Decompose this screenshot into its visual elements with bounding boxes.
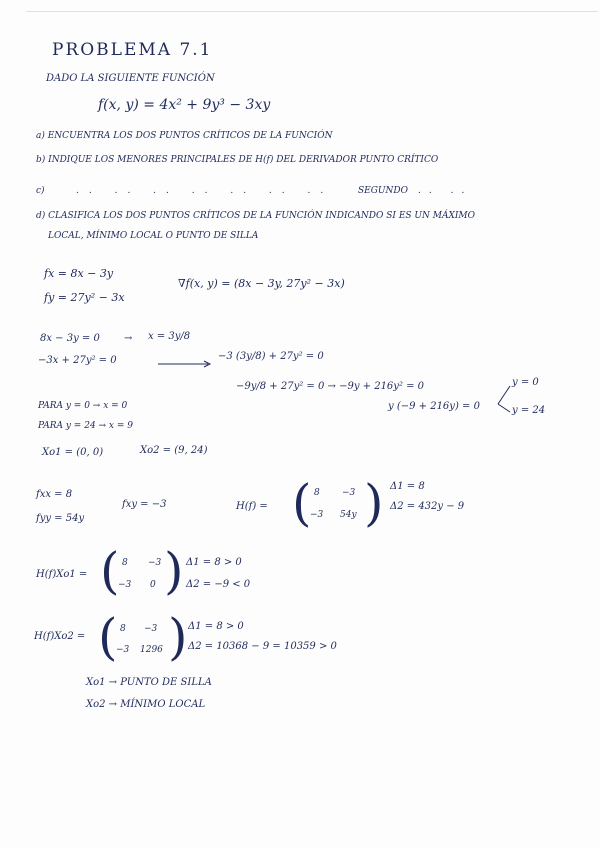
case-y0: PARA y = 0 → x = 0 (38, 401, 128, 411)
task-b: b) INDIQUE LOS MENORES PRINCIPALES DE H(f) DEL DERIVADOR PUNTO CRÍTICO (36, 155, 439, 165)
matrix-left-paren: ( (292, 474, 312, 532)
task-c-dots: .. .. .. .. .. .. .. (76, 186, 334, 196)
solve-line1-left: 8x − 3y = 0 (40, 333, 100, 344)
second-deriv-fxx: fxx = 8 (36, 489, 73, 500)
case-y24: PARA y = 24 → x = 9 (38, 421, 133, 431)
matrix-right-paren: ) (364, 474, 384, 532)
matrix-cell: −3 (144, 624, 158, 634)
eval2-delta1: Δ1 = 8 > 0 (188, 621, 244, 632)
gradient: ∇f(x, y) = (8x − 3y, 27y² − 3x) (178, 277, 345, 290)
matrix-cell: −3 (342, 488, 356, 498)
root-y0: y = 0 (512, 377, 539, 388)
task-a: a) ENCUENTRA LOS DOS PUNTOS CRÍTICOS DE LA FUNCIÓN (36, 131, 333, 141)
matrix-cell: −3 (310, 510, 324, 520)
second-deriv-fxy: fxy = −3 (122, 499, 167, 510)
solve-line3: −9y/8 + 27y² = 0 → −9y + 216y² = 0 (236, 381, 425, 392)
matrix-left-paren: ( (100, 542, 120, 600)
hessian-delta1: Δ1 = 8 (390, 481, 425, 492)
task-c-word: SEGUNDO (358, 186, 408, 196)
conclusion-saddle-point: Xo1 → PUNTO DE SILLA (86, 677, 212, 688)
solve-line4: y (−9 + 216y) = 0 (388, 401, 480, 412)
matrix-cell: −3 (118, 580, 132, 590)
matrix-right-paren: ) (164, 542, 184, 600)
solve-line1-right: x = 3y/8 (148, 331, 191, 342)
matrix-cell: −3 (148, 558, 162, 568)
matrix-cell: 0 (150, 580, 156, 590)
hessian-eval1-label: H(f)Xo1 = (36, 569, 88, 580)
second-deriv-fyy: fyy = 54y (36, 513, 85, 524)
task-c-label: c) (36, 186, 45, 196)
matrix-cell: 1296 (140, 645, 163, 655)
hessian-delta2: Δ2 = 432y − 9 (390, 501, 465, 512)
eval1-delta2: Δ2 = −9 < 0 (186, 579, 251, 590)
matrix-right-paren: ) (168, 608, 188, 666)
hessian-label: H(f) = (236, 501, 268, 512)
conclusion-local-minimum: Xo2 → MÍNIMO LOCAL (86, 699, 206, 710)
task-d-line2: LOCAL, MÍNIMO LOCAL O PUNTO DE SILLA (48, 231, 259, 241)
hessian-eval2-label: H(f)Xo2 = (34, 631, 86, 642)
partial-fy: fy = 27y² − 3x (44, 291, 125, 304)
eval1-delta1: Δ1 = 8 > 0 (186, 557, 242, 568)
partial-fx: fx = 8x − 3y (44, 267, 114, 280)
function-definition: f(x, y) = 4x² + 9y³ − 3xy (98, 97, 271, 113)
matrix-cell: 8 (314, 488, 320, 498)
matrix-cell: 8 (122, 558, 128, 568)
solve-line2-right: −3 (3y/8) + 27y² = 0 (218, 351, 324, 362)
solve-line2-left: −3x + 27y² = 0 (38, 355, 117, 366)
branch-arrow-down (498, 404, 510, 412)
solve-line1-arrow: → (124, 333, 133, 344)
eval2-delta2: Δ2 = 10368 − 9 = 10359 > 0 (188, 641, 337, 652)
critical-point-2: Xo2 = (9, 24) (140, 445, 208, 456)
branch-arrow-up (498, 386, 510, 404)
matrix-cell: −3 (116, 645, 130, 655)
page-title: PROBLEMA 7.1 (52, 40, 213, 60)
matrix-cell: 54y (340, 510, 357, 520)
matrix-cell: 8 (120, 624, 126, 634)
task-d-line1: d) CLASIFICA LOS DOS PUNTOS CRÍTICOS DE LA FUNCIÓN INDICANDO SI ES UN MÁXIMO (36, 211, 476, 221)
root-y24: y = 24 (512, 405, 546, 416)
matrix-left-paren: ( (98, 608, 118, 666)
critical-point-1: Xo1 = (0, 0) (42, 447, 104, 458)
task-c-tail: .. .. (418, 186, 473, 196)
intro-text: DADO LA SIGUIENTE FUNCIÓN (46, 73, 215, 84)
